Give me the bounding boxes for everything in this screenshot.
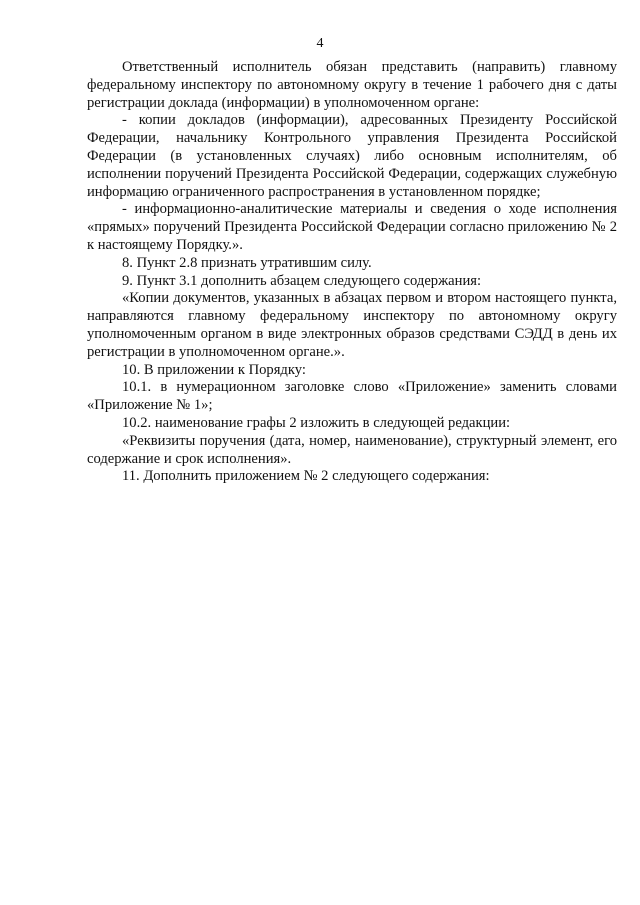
paragraph-item-10-1: 10.1. в нумерационном заголовке слово «Приложение» заменить словами «Приложение № 1»; (87, 379, 617, 414)
paragraph-item-10-2-quote: «Реквизиты поручения (дата, номер, наименование), структурный элемент, его содержание и срок исполнения». (87, 432, 617, 467)
paragraph-report-copies: - копии докладов (информации), адресованных Президенту Российской Федерации, начальнику Контрольного управления Президента Российской Федерации (в установленных случаях) либо основным исполнителям, об исполнении поручений Президента Российской Федерации, содержащих служебную информацию ограниченного распространения в установленном порядке; (87, 112, 617, 200)
paragraph-item-11: 11. Дополнить приложением № 2 следующего содержания: (122, 468, 490, 485)
page-number: 4 (316, 36, 324, 51)
paragraph-item-10-2: 10.2. наименование графы 2 изложить в следующей редакции: (122, 414, 511, 431)
paragraph-item-10: 10. В приложении к Порядку: (122, 361, 306, 378)
paragraph-item-9: 9. Пункт 3.1 дополнить абзацем следующего содержания: (122, 272, 482, 289)
paragraph-item-9-quote: «Копии документов, указанных в абзацах первом и втором настоящего пункта, направляются главному федеральному инспектору по автономному округу уполномоченным органом в виде электронных образов средствами СЭДД в день их регистрации в уполномоченном органе.». (87, 290, 617, 360)
document-body (87, 59, 617, 486)
paragraph-item-8: 8. Пункт 2.8 признать утратившим силу. (122, 254, 372, 271)
paragraph-analytic-materials: - информационно-аналитические материалы и сведения о ходе исполнения «прямых» поручений Президента Российской Федерации согласно приложению № 2 к настоящему Порядку.». (87, 201, 617, 253)
paragraph-obligation: Ответственный исполнитель обязан представить (направить) главному федеральному инспектору по автономному округу в течение 1 рабочего дня с даты регистрации доклада (информации) в уполномоченном органе: (87, 59, 617, 111)
